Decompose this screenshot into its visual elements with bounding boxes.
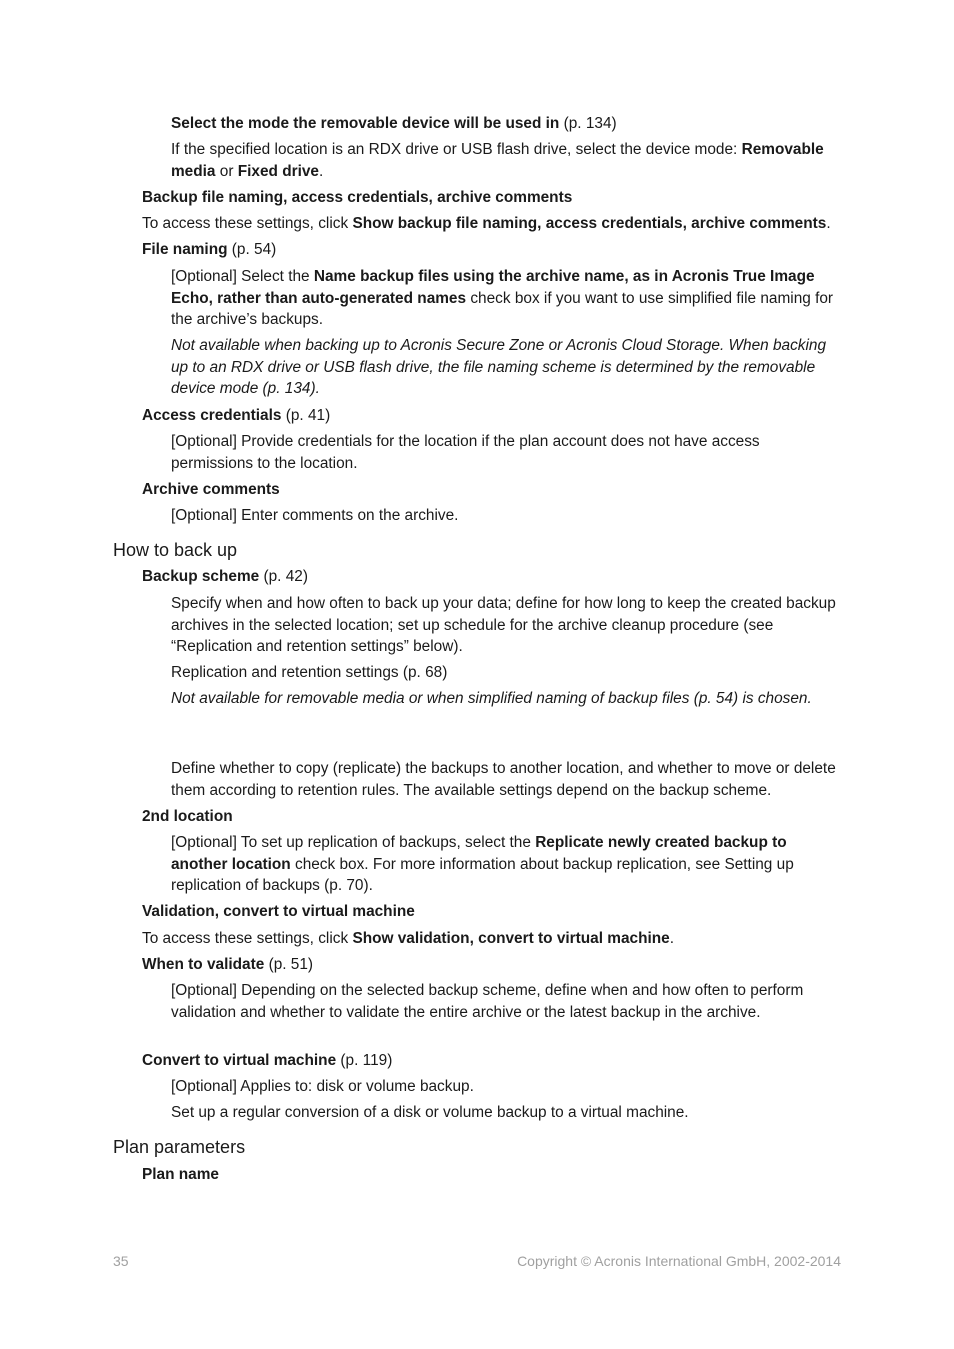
when-to-validate-heading: When to validate (p. 51) [142,956,314,973]
access-credentials-heading: Access credentials (p. 41) [142,407,331,424]
mode-heading: Select the mode the removable device will be used in (p. 134) [171,115,617,132]
plan-parameters-heading: Plan parameters [113,1137,246,1157]
convert-vm-text: Set up a regular conversion of a disk or volume backup to a virtual machine. [171,1104,689,1121]
file-naming-text: [Optional] Select the Name backup files using the archive name, as in Acronis True Image Echo, rather than auto-generated names check box if you want to use simplified file naming for the archive’s backups. [171,268,834,329]
backup-scheme-text: Specify when and how often to back up your data; define for how long to keep the created backup archives in the selected location; set up schedule for the archive cleanup procedure (see “Replication and retention settings” below). [171,595,836,656]
plan-name-heading: Plan name [142,1166,219,1183]
copyright-footer: Copyright © Acronis International GmbH, 2002-2014 [517,1253,841,1269]
convert-vm-applies: [Optional] Applies to: disk or volume backup. [171,1078,474,1095]
convert-vm-heading: Convert to virtual machine (p. 119) [142,1052,393,1069]
validation-section-access: To access these settings, click Show validation, convert to virtual machine. [142,930,675,947]
when-to-validate-text: [Optional] Depending on the selected backup scheme, define when and how often to perform validation and whether to validate the entire archive or the latest backup in the archive. [171,982,804,1021]
naming-section-heading: Backup file naming, access credentials, archive comments [142,189,573,206]
page-number: 35 [113,1253,129,1269]
archive-comments-heading: Archive comments [142,481,280,498]
access-credentials-text: [Optional] Provide credentials for the location if the plan account does not have access permissions to the location. [171,433,760,472]
backup-scheme-note: Not available for removable media or when simplified naming of backup files (p. 54) is chosen. [171,690,812,707]
replication-settings-text: Replication and retention settings (p. 68) [171,664,448,681]
file-naming-heading: File naming (p. 54) [142,241,277,258]
mode-description: If the specified location is an RDX drive or USB flash drive, select the device mode: Removable media or Fixed drive. [171,141,824,180]
second-location-text: [Optional] To set up replication of backups, select the Replicate newly created backup to another location check box. For more information about backup replication, see Setting up replication of backups (p. 70). [171,834,794,895]
file-naming-note: Not available when backing up to Acronis Secure Zone or Acronis Cloud Storage. When backing up to an RDX drive or USB flash drive, the file naming scheme is determined by the removable device mode (p. 134). [171,337,827,398]
backup-scheme-heading: Backup scheme (p. 42) [142,568,308,585]
validation-section-heading: Validation, convert to virtual machine [142,903,415,920]
second-location-heading: 2nd location [142,808,233,825]
how-to-back-up-heading: How to back up [113,540,238,560]
archive-comments-text: [Optional] Enter comments on the archive. [171,507,459,524]
naming-section-access: To access these settings, click Show backup file naming, access credentials, archive comments. [142,215,831,232]
backup-scheme-define: Define whether to copy (replicate) the backups to another location, and whether to move or delete them according to retention rules. The available settings depend on the backup scheme. [171,760,836,799]
